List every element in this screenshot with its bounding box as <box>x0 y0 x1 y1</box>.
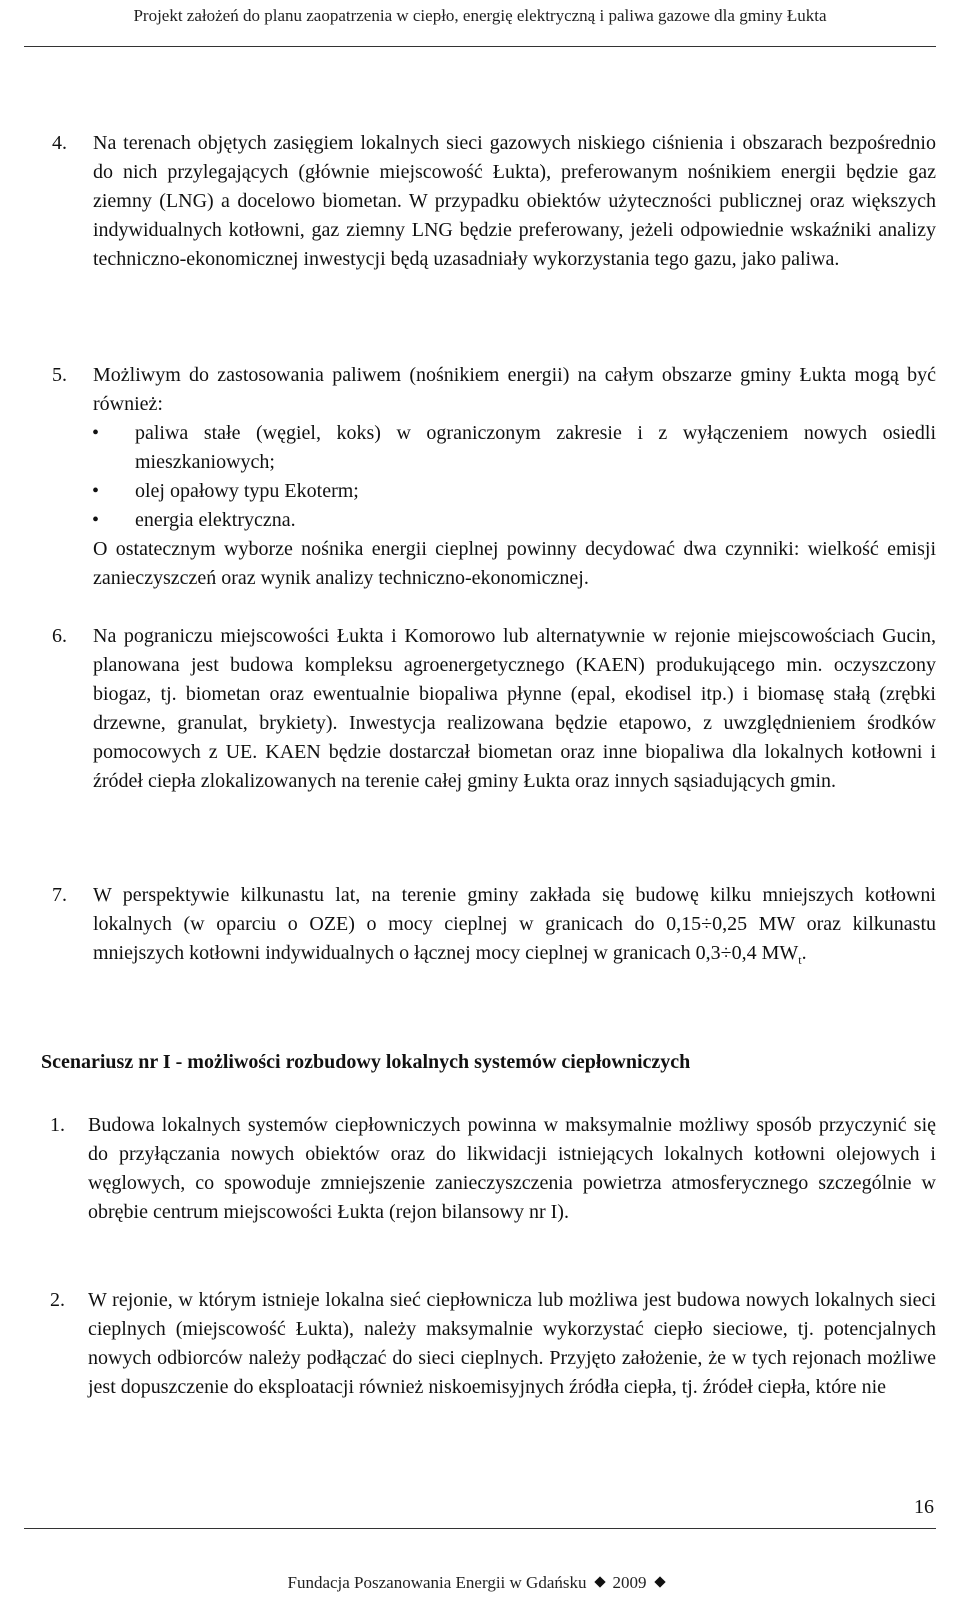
scenario-item-1 <box>0 1111 960 1227</box>
running-header: Projekt założeń do planu zaopatrzenia w ciepło, energię elektryczną i paliwa gazowe dla gminy Łukta <box>133 6 827 25</box>
subscript: t <box>798 953 802 967</box>
list-item <box>0 477 960 506</box>
item-text: Na terenach objętych zasięgiem lokalnych sieci gazowych niskiego ciśnienia i obszarach bezpośrednio do nich przylegających (głównie miejscowość Łukta), preferowanym nośnikiem energii będzie gaz ziemny (LNG) a docelowo biometan. W przypadku obiektów użyteczności publicznej oraz większych indywidualnych kotłowni, gaz ziemny LNG będzie preferowany, jeżeli odpowiednie wskaźniki analizy techniczno-ekonomicznej inwestycji będą uzasadniały wykorzystania tego gazu, jako paliwa. <box>93 132 936 270</box>
bullet-text: paliwa stałe (węgiel, koks) w ograniczonym zakresie i z wyłączeniem nowych osiedli mieszkaniowych; <box>135 422 936 473</box>
item-number: 4. <box>52 132 67 154</box>
footer-year: 2009 <box>612 1573 647 1592</box>
footer-rule <box>24 1528 936 1529</box>
item-7 <box>0 881 960 975</box>
item-number: 6. <box>52 625 67 647</box>
header-rule <box>24 46 936 47</box>
scenario-item-2 <box>0 1286 960 1402</box>
bullet-text: olej opałowy typu Ekoterm; <box>135 480 359 502</box>
list-item <box>0 506 960 535</box>
item-text: W perspektywie kilkunastu lat, na terenie gminy zakłada się budowę kilku mniejszych kotłowni lokalnych (w oparciu o OZE) o mocy cieplnej w granicach do 0,15÷0,25 MW oraz kilkunastu mniejszych kotłowni indywidualnych o łącznej mocy cieplnej w granicach 0,3÷0,4 MW <box>93 884 936 964</box>
bullet-icon: • <box>92 480 100 502</box>
list-item <box>0 419 960 477</box>
item-text: W rejonie, w którym istnieje lokalna sieć ciepłownicza lub możliwa jest budowa nowych lokalnych sieci cieplnych (miejscowość Łukta), należy maksymalnie wykorzystać ciepło sieciowe, tj. potencjalnych nowych odbiorców należy podłączać do sieci cieplnych. Przyjęto założenie, że w tych rejonach możliwe jest dopuszczenie do eksploatacji również niskoemisyjnych źródła ciepła, tj. źródeł ciepła, które nie <box>88 1289 936 1398</box>
bullet-icon: • <box>92 422 100 444</box>
section-heading: Scenariusz nr I - możliwości rozbudowy lokalnych systemów ciepłowniczych <box>41 1051 691 1073</box>
item-6 <box>0 622 960 796</box>
diamond-icon <box>594 1576 605 1587</box>
running-footer <box>0 1573 960 1593</box>
bullet-text: energia elektryczna. <box>135 509 296 531</box>
conclusion-paragraph <box>0 535 960 593</box>
diamond-icon <box>654 1576 665 1587</box>
item-text: Na pograniczu miejscowości Łukta i Komorowo lub alternatywnie w rejonie miejscowościach Gucin, planowana jest budowa kompleksu agroenergetycznego (KAEN) produkującego min. oczyszczony biogaz, tj. biometan oraz ewentualnie biopaliwa płynne (epal, ekodisel itp.) i biomasę stałą (zrębki drzewne, granulat, brykiety). Inwestycja realizowana będzie etapowo, z uwzględnieniem środków pomocowych z UE. KAEN będzie dostarczał biometan oraz inne biopaliwa dla lokalnych kotłowni i źródeł ciepła zlokalizowanych na terenie całej gminy Łukta oraz innych sąsiadujących gmin. <box>93 625 936 792</box>
bullet-list <box>0 419 960 593</box>
item-number: 7. <box>52 884 67 906</box>
footer-org: Fundacja Poszanowania Energii w Gdańsku <box>287 1573 587 1592</box>
item-number: 5. <box>52 364 67 386</box>
bullet-icon: • <box>92 509 100 531</box>
item-number: 2. <box>50 1289 65 1311</box>
item-5 <box>0 361 960 419</box>
conclusion-text: O ostatecznym wyborze nośnika energii cieplnej powinny decydować dwa czynniki: wielkość emisji zanieczyszczeń oraz wynik analizy techniczno-ekonomicznej. <box>93 538 936 589</box>
item-number: 1. <box>50 1114 65 1136</box>
page-number: 16 <box>914 1496 934 1518</box>
item-4 <box>0 129 960 274</box>
item-text: Możliwym do zastosowania paliwem (nośnikiem energii) na całym obszarze gminy Łukta mogą być również: <box>93 364 936 415</box>
item-text: Budowa lokalnych systemów ciepłowniczych powinna w maksymalnie możliwy sposób przyczynić się do przyłączania nowych obiektów oraz do likwidacji istniejących lokalnych kotłowni olejowych i węglowych, co spowoduje zmniejszenie zanieczyszczenia powietrza atmosferycznego szczególnie w obrębie centrum miejscowości Łukta (rejon bilansowy nr I). <box>88 1114 936 1223</box>
item-text-tail: . <box>801 942 807 964</box>
